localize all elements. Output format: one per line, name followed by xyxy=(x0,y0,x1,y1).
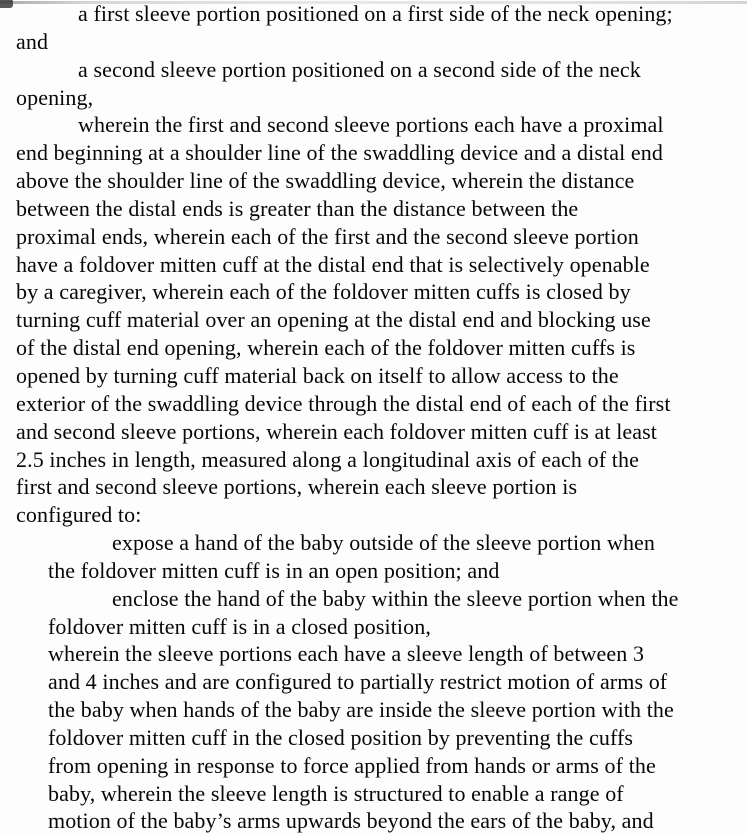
text-line: turning cuff material over an opening at the distal end and blocking use xyxy=(16,307,651,333)
text-line: a second sleeve portion positioned on a second side of the neck xyxy=(78,56,641,82)
text-line: configured to: xyxy=(16,502,142,528)
text-line: and second sleeve portions, wherein each foldover mitten cuff is at least xyxy=(16,418,658,444)
text-line: of the distal end opening, wherein each of the foldover mitten cuffs is xyxy=(16,335,636,361)
text-line: above the shoulder line of the swaddling device, wherein the distance xyxy=(16,168,635,194)
text-line: by a caregiver, wherein each of the foldover mitten cuffs is closed by xyxy=(16,279,631,305)
text-line: foldover mitten cuff in the closed position by preventing the cuffs xyxy=(48,724,634,750)
text-line: have a foldover mitten cuff at the distal end that is selectively openable xyxy=(16,251,650,277)
text-line: expose a hand of the baby outside of the sleeve portion when xyxy=(112,530,656,556)
text-line: proximal ends, wherein each of the first and the second sleeve portion xyxy=(16,223,639,249)
text-line: opening, xyxy=(16,84,94,110)
text-line: first and second sleeve portions, wherein each sleeve portion is xyxy=(16,474,578,500)
text-line: enclose the hand of the baby within the sleeve portion when the xyxy=(112,585,679,611)
text-line: motion of the baby’s arms upwards beyond the ears of the baby, and xyxy=(48,808,654,834)
text-line: wherein the first and second sleeve portions each have a proximal xyxy=(78,112,664,138)
text-line: the baby when hands of the baby are inside the sleeve portion with the xyxy=(48,697,674,723)
text-line: end beginning at a shoulder line of the swaddling device and a distal end xyxy=(16,140,663,166)
text-line: the foldover mitten cuff is in an open position; and xyxy=(48,557,500,583)
text-line: from opening in response to force applied from hands or arms of the xyxy=(48,752,656,778)
text-line: exterior of the swaddling device through the distal end of each of the first xyxy=(16,390,671,416)
text-line: between the distal ends is greater than the distance between the xyxy=(16,195,579,221)
text-line: wherein the sleeve portions each have a sleeve length of between 3 xyxy=(48,641,645,667)
text-line: and xyxy=(16,28,49,54)
text-line: and 4 inches and are configured to partially restrict motion of arms of xyxy=(48,669,668,695)
text-line: 2.5 inches in length, measured along a longitudinal axis of each of the xyxy=(16,446,639,472)
text-line: foldover mitten cuff is in a closed position, xyxy=(48,613,431,639)
text-line: baby, wherein the sleeve length is structured to enable a range of xyxy=(48,780,624,806)
text-line: opened by turning cuff material back on itself to allow access to the xyxy=(16,362,619,388)
text-line: a first sleeve portion positioned on a first side of the neck opening; xyxy=(78,1,673,26)
